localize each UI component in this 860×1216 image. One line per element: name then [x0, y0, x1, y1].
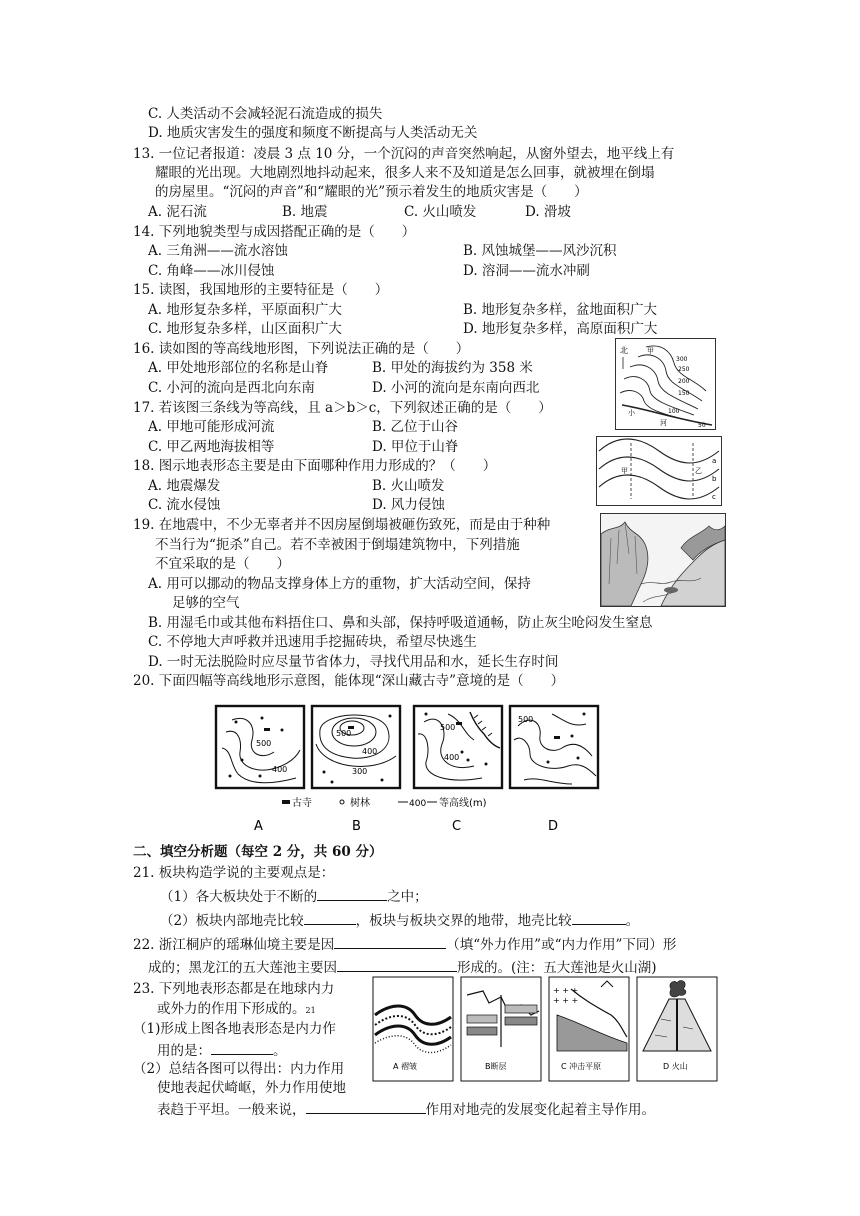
q15-option-a: A. 地形复杂多样，平原面积广大 — [148, 302, 342, 318]
label-a: a — [712, 457, 717, 465]
q23-part2-line2: 使地表起伏崎岖，外力作用使地 — [157, 1080, 346, 1096]
q14-stem: 14. 下列地貌类型与成因搭配正确的是（ ） — [133, 224, 416, 240]
q21-stem: 21. 板块构造学说的主要观点是： — [133, 865, 335, 881]
q13-option-b: B. 地震 — [282, 204, 328, 220]
q21-part1-end: 之中； — [387, 889, 428, 905]
section-2-title: 二、填空分析题（每空 2 分，共 60 分） — [133, 844, 383, 860]
q21-blank-3[interactable] — [572, 910, 626, 925]
q15-stem: 15. 读图，我国地形的主要特征是（ ） — [133, 282, 389, 298]
q18-option-a: A. 地震爆发 — [148, 478, 221, 494]
q17-option-b: B. 乙位于山谷 — [372, 419, 459, 435]
q17-stem: 17. 若该图三条线为等高线，且 a＞b＞c，下列叙述正确的是（ ） — [133, 400, 552, 416]
q19-stem-line3: 不宜采取的是（ ） — [155, 556, 290, 572]
q23-part2-end: 作用对地壳的发展变化起着主导作用。 — [425, 1102, 655, 1118]
q23-panel-plain — [549, 977, 629, 1081]
q13-option-a: A. 泥石流 — [148, 204, 207, 220]
q20-stem: 20. 下面四幅等高线地形示意图，能体现“深山藏古寺”意境的是（ ） — [133, 673, 565, 689]
yi-label: 乙 — [695, 467, 702, 475]
q13-option-c: C. 火山喷发 — [404, 204, 477, 220]
q12-option-d: D. 地质灾害发生的强度和频度不断提高与人类活动无关 — [148, 125, 478, 141]
q14-option-a: A. 三角洲——流水溶蚀 — [148, 243, 288, 259]
q23-part2-line3 — [157, 1099, 655, 1119]
label-c: c — [712, 493, 716, 501]
q23-blank-2[interactable] — [306, 1099, 426, 1114]
q19-option-a-line1: A. 用可以挪动的物品支撑身体上方的重物，扩大活动空间，保持 — [148, 576, 531, 592]
q20-panel-b — [312, 706, 400, 788]
svg-text:+ + +: + + + — [553, 996, 579, 1005]
q20-panel-a — [216, 706, 304, 788]
q22-line1-end: （填“外力作用”或“内力作用”下同）形 — [446, 937, 677, 953]
legend-temple-marker — [282, 800, 290, 804]
q20-label-b: B — [352, 819, 361, 834]
svg-text:+ + +: + + + — [553, 986, 579, 995]
q23-part1-text: 用的是： — [157, 1043, 211, 1059]
q18-landform-image — [600, 513, 726, 607]
q13-stem-line3: 的房屋里。“沉闷的声音”和“耀眼的光”预示着发生的地质灾害是（ ） — [155, 184, 588, 200]
q13-stem-line1: 13. 一位记者报道：凌晨 3 点 10 分，一个沉闷的声音突然响起，从窗外望去，地平线上有 — [133, 146, 675, 162]
b-label-400: 400 — [362, 747, 378, 756]
q17-option-d: D. 甲位于山脊 — [372, 439, 459, 455]
q14-option-d: D. 溶洞——流水冲刷 — [463, 263, 590, 279]
contour-300: 300 — [676, 356, 688, 363]
q13-option-d: D. 滑坡 — [525, 204, 571, 220]
q22-line1-text: 22. 浙江桐庐的瑶琳仙境主要是因 — [133, 937, 335, 953]
c-label-500: 500 — [440, 723, 456, 732]
q21-part1 — [160, 886, 428, 906]
legend-forest: 树林 — [350, 798, 370, 809]
q15-option-b: B. 地形复杂多样，盆地面积广大 — [463, 302, 658, 318]
q23-stem-line2 — [157, 1000, 316, 1020]
q22-blank-1[interactable] — [334, 934, 446, 949]
q19-option-d: D. 一时无法脱险时应尽量节省体力，寻找代用品和水，延长生存时间 — [148, 654, 559, 670]
q23-part2-text: 表趋于平坦。一般来说， — [157, 1102, 306, 1118]
q23-part1-line2 — [157, 1040, 287, 1060]
q22-line1 — [133, 934, 676, 954]
north-label: 北 — [620, 346, 628, 355]
q18-stem: 18. 图示地表形态主要是由下面哪种作用力形成的？（ ） — [133, 458, 497, 474]
q17-contour-diagram — [596, 436, 722, 506]
q20-panel-d — [510, 706, 598, 788]
contour-200: 200 — [678, 378, 690, 385]
legend-contour-value: 400 — [409, 799, 427, 809]
q15-option-d: D. 地形复杂多样，高原面积广大 — [463, 321, 658, 337]
q18-option-d: D. 风力侵蚀 — [372, 497, 445, 513]
contour-250: 250 — [678, 366, 690, 373]
b-label-500: 500 — [336, 729, 352, 738]
q21-part1-text: （1）各大板块处于不断的 — [160, 889, 318, 905]
legend-forest-marker — [340, 800, 344, 804]
q16-stem: 16. 读如图的等高线地形图，下列说法正确的是（ ） — [133, 341, 470, 357]
river-label: 小 — [628, 409, 635, 417]
panel-volcano-label: D 火山 — [663, 1062, 688, 1071]
q20-label-d: D — [548, 819, 559, 834]
d-label-500: 500 — [518, 715, 534, 724]
q19-stem-line2: 不当行为“扼杀”自己。若不幸被困于倒塌建筑物中，下列措施 — [155, 537, 520, 553]
q21-part2 — [160, 910, 639, 930]
q12-option-c: C. 人类活动不会减轻泥石流造成的损失 — [148, 106, 383, 122]
q22-line2-text: 成的；黑龙江的五大莲池主要因 — [148, 960, 337, 976]
q23-part1-end: 。 — [273, 1043, 287, 1059]
c-label-400: 400 — [444, 753, 460, 762]
q17-option-c: C. 甲乙两地海拔相等 — [148, 439, 275, 455]
q16-option-d: D. 小河的流向是东南向西北 — [372, 380, 540, 396]
q23-stem-line2-text: 或外力的作用下形成的。 — [157, 1001, 306, 1017]
q14-option-c: C. 角峰——冰川侵蚀 — [148, 263, 275, 279]
q22-line2 — [148, 957, 657, 977]
q21-part2-mid: ，板块与板块交界的地带，地壳比较 — [355, 913, 572, 929]
q17-option-a: A. 甲地可能形成河流 — [148, 419, 275, 435]
q23-blank-1[interactable] — [211, 1040, 273, 1055]
q13-stem-line2: 耀眼的光出现。大地剧烈地抖动起来，很多人来不及知道是怎么回事，就被埋在倒塌 — [155, 165, 655, 181]
panel-plain-label: C 冲击平原 — [561, 1062, 602, 1071]
q20-panel-c — [414, 706, 502, 788]
q16-contour-map — [615, 338, 716, 430]
panel-fold-label: A 褶皱 — [393, 1062, 418, 1071]
a-label-400: 400 — [272, 765, 288, 774]
q20-label-a: A — [254, 819, 263, 834]
q21-part2-text: （2）板块内部地壳比较 — [160, 913, 304, 929]
contour-50: 50 — [698, 422, 706, 429]
panel-fault-label: B断层 — [485, 1062, 507, 1071]
q18-option-b: B. 火山喷发 — [372, 478, 445, 494]
q15-option-c: C. 地形复杂多样，山区面积广大 — [148, 321, 342, 337]
q14-option-b: B. 风蚀城堡——风沙沉积 — [463, 243, 617, 259]
a-label-500: 500 — [256, 739, 272, 748]
q21-blank-1[interactable] — [317, 886, 387, 901]
q19-stem-line1: 19. 在地震中，不少无辜者并不因房屋倒塌被砸伤致死，而是由于种种 — [133, 517, 551, 533]
q19-option-c: C. 不停地大声呼救并迅速用手挖掘砖块，希望尽快逃生 — [148, 634, 477, 650]
q16-option-c: C. 小河的流向是西北向东南 — [148, 380, 315, 396]
q16-option-b: B. 甲处的海拔约为 358 米 — [372, 360, 533, 376]
q23-panel-fault — [461, 977, 541, 1081]
river-label-2: 河 — [660, 419, 667, 427]
q23-mark: 21 — [305, 1006, 316, 1015]
q19-option-a-line2: 足够的空气 — [172, 595, 240, 611]
b-label-300: 300 — [352, 767, 368, 776]
contour-100: 100 — [668, 408, 680, 415]
q20-figure — [212, 700, 604, 836]
legend-temple: 古寺 — [292, 798, 312, 809]
q23-figure — [371, 975, 723, 1085]
label-b: b — [712, 475, 717, 483]
q20-label-c: C — [452, 819, 462, 834]
jia-label: 甲 — [621, 467, 628, 475]
q23-panel-volcano — [637, 977, 717, 1081]
q19-option-b: B. 用湿毛巾或其他布料捂住口、鼻和头部，保持呼吸道通畅，防止灰尘呛闷发生窒息 — [148, 615, 653, 631]
q16-option-a: A. 甲处地形部位的名称是山脊 — [148, 360, 329, 376]
q23-panel-fold — [373, 977, 453, 1081]
q23-stem-line1: 23. 下列地表形态都是在地球内力 — [133, 981, 335, 997]
q21-part2-end: 。 — [625, 913, 640, 929]
legend-contour: 等高线(m) — [439, 798, 487, 809]
q22-blank-2[interactable] — [337, 957, 457, 972]
q23-part1-line1: （1)形成上图各地表形态是内力作 — [133, 1021, 336, 1037]
q21-blank-2[interactable] — [304, 910, 356, 925]
q18-option-c: C. 流水侵蚀 — [148, 497, 221, 513]
q22-line2-end: 形成的。(注：五大莲池是火山湖) — [457, 960, 657, 976]
contour-150: 150 — [678, 390, 690, 397]
jia-label: 甲 — [647, 347, 654, 355]
q23-part2-line1: （2）总结各图可以得出：内力作用 — [133, 1061, 345, 1077]
